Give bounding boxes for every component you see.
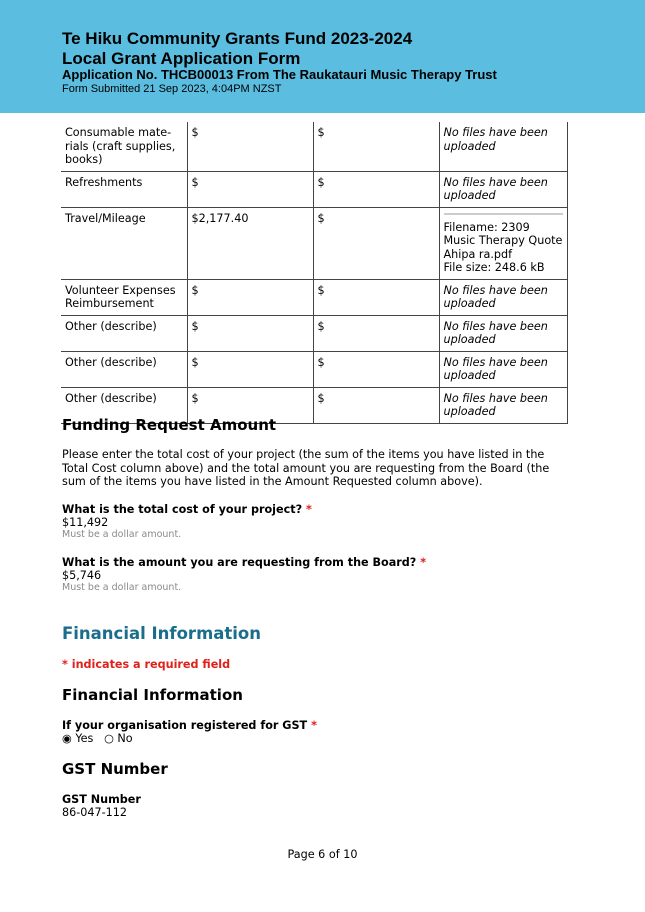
requested-amount-value: $5,746: [62, 569, 102, 582]
submitted-date: Form Submitted 21 Sep 2023, 4:04PM NZST: [62, 83, 282, 95]
budget-item-cell: Consumable mate-rials (craft supplies, books): [61, 122, 187, 171]
requested-amount-hint: Must be a dollar amount.: [62, 582, 182, 593]
budget-item-cell: Refreshments: [61, 171, 187, 207]
gst-number-value: 86-047-112: [62, 806, 128, 819]
table-row: [61, 207, 567, 279]
form-header: [0, 0, 645, 113]
page-number: Page 6 of 10: [287, 848, 358, 861]
total-cost-cell: $: [187, 351, 313, 387]
gst-question-label: [62, 719, 317, 732]
budget-table: [61, 122, 568, 424]
gst-number-label: GST Number: [62, 793, 141, 806]
application-number: Application No. THCB00013 From The Raukatauri Music Therapy Trust: [62, 67, 497, 82]
table-row: [61, 351, 567, 387]
radio-yes-selected-icon[interactable]: ◉: [62, 732, 72, 745]
total-cost-label: [62, 503, 312, 516]
amount-requested-cell: $: [313, 171, 439, 207]
required-field-note: * indicates a required field: [62, 658, 231, 671]
table-row: [61, 279, 567, 315]
radio-no-icon[interactable]: ○: [104, 732, 114, 745]
total-cost-cell: $: [187, 279, 313, 315]
budget-item-cell: Travel/Mileage: [61, 207, 187, 279]
radio-yes-label: Yes: [75, 732, 94, 745]
file-size: File size: 248.6 kB: [443, 261, 545, 274]
funding-heading: Funding Request Amount: [62, 416, 277, 434]
attachment-cell: No files have been uploaded: [439, 315, 567, 351]
gst-question: If your organisation registered for GST: [62, 719, 308, 732]
total-cost-question: What is the total cost of your project?: [62, 503, 303, 516]
total-cost-cell: $2,177.40: [187, 207, 313, 279]
attachment-cell: [439, 207, 567, 279]
amount-requested-cell: $: [313, 387, 439, 423]
total-cost-cell: $: [187, 171, 313, 207]
funding-description: Please enter the total cost of your project (the sum of the items you have listed in the Total Cost column above) and the total amount you are requesting from the Board (the sum of the items you have listed in the Amount Requested column above).: [62, 448, 550, 488]
budget-item-cell: Other (describe): [61, 351, 187, 387]
amount-requested-cell: $: [313, 351, 439, 387]
attachment-cell: No files have been uploaded: [439, 351, 567, 387]
total-cost-hint: Must be a dollar amount.: [62, 529, 182, 540]
attachment-cell: No files have been uploaded: [439, 387, 567, 423]
amount-requested-cell: $: [313, 315, 439, 351]
total-cost-cell: $: [187, 122, 313, 171]
amount-requested-cell: $: [313, 279, 439, 315]
required-marker: *: [305, 503, 312, 516]
attachment-cell: No files have been uploaded: [439, 122, 567, 171]
table-row: [61, 315, 567, 351]
budget-item-cell: Volunteer Expenses Reimbursement: [61, 279, 187, 315]
budget-item-cell: Other (describe): [61, 387, 187, 423]
attachment-cell: No files have been uploaded: [439, 279, 567, 315]
gst-number-heading: GST Number: [62, 760, 168, 778]
budget-item-cell: Other (describe): [61, 315, 187, 351]
table-row: [61, 171, 567, 207]
radio-no-label: No: [117, 732, 133, 745]
attachment-cell: No files have been uploaded: [439, 171, 567, 207]
required-marker: *: [311, 719, 317, 732]
gst-radio-group: [62, 732, 133, 745]
uploaded-file[interactable]: [444, 213, 563, 275]
total-cost-cell: $: [187, 387, 313, 423]
form-name: Local Grant Application Form: [62, 49, 301, 68]
financial-section-heading: Financial Information: [62, 686, 243, 704]
fund-title: Te Hiku Community Grants Fund 2023-2024: [62, 29, 413, 48]
financial-page-heading: Financial Information: [62, 624, 262, 643]
amount-requested-cell: $: [313, 207, 439, 279]
requested-amount-label: [62, 556, 426, 569]
table-row: [61, 122, 567, 171]
required-marker: *: [420, 556, 427, 569]
total-cost-cell: $: [187, 315, 313, 351]
total-cost-value: $11,492: [62, 516, 109, 529]
requested-amount-question: What is the amount you are requesting from the Board?: [62, 556, 417, 569]
file-name: Filename: 2309 Music Therapy Quote Ahipa ra.pdf: [443, 220, 563, 261]
amount-requested-cell: $: [313, 122, 439, 171]
